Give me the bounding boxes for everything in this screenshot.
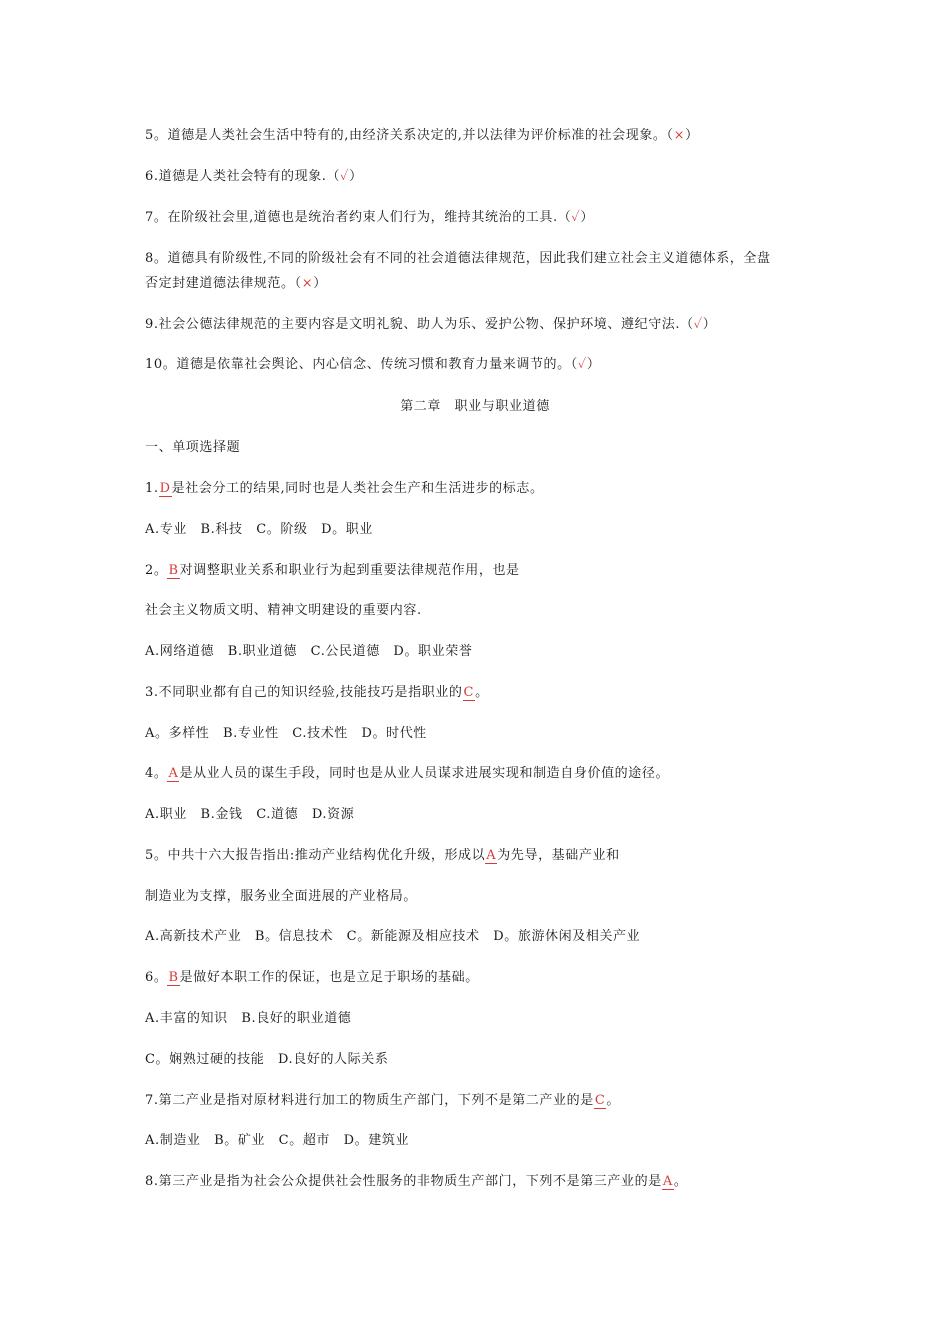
question-prefix: 2。	[145, 563, 168, 578]
answer-blank: A	[486, 848, 497, 863]
answer-blank: D	[159, 481, 171, 496]
mc-question-8	[145, 1174, 687, 1190]
question-text: 。	[673, 1174, 688, 1189]
mc-options-6-row-1: A.丰富的知识 B.良好的职业道德	[145, 1011, 352, 1026]
mc-question-5-line-2: 制造业为支撑，服务业全面进展的产业格局。	[145, 889, 418, 904]
tf-question-6	[145, 169, 363, 185]
mc-question-5	[145, 848, 620, 864]
mc-options-2: A.网络道德 B.职业道德 C.公民道德 D。职业荣誉	[145, 644, 473, 659]
mc-question-7	[145, 1093, 620, 1109]
question-text: 。	[606, 1093, 620, 1108]
question-prefix: 8.第三产业是指为社会公众提供社会性服务的非物质生产部门，下列不是第三产业的是	[145, 1174, 662, 1189]
answer-blank: C	[463, 685, 475, 700]
question-text: 是从业人员的谋生手段，同时也是从业人员谋求进展实现和制造自身价值的途径。	[179, 766, 670, 781]
answer-blank: B	[168, 970, 179, 985]
bracket-close: ）	[685, 128, 699, 143]
answer-blank: B	[168, 563, 179, 578]
tf-question-5	[145, 128, 699, 144]
question-text: 9.社会公德法律规范的主要内容是文明礼貌、助人为乐、爱护公物、保护环境、遵纪守法.（	[145, 317, 694, 332]
answer-blank: C	[594, 1093, 606, 1108]
bracket-close: ）	[586, 357, 601, 372]
bracket-close: ）	[702, 317, 717, 332]
cross-mark: ×	[301, 276, 314, 291]
check-mark: ✓	[577, 357, 587, 372]
mc-question-4	[145, 766, 669, 782]
question-prefix: 3.不同职业都有自己的知识经验,技能技巧是指职业的	[145, 685, 463, 700]
question-text: 是社会分工的结果,同时也是人类社会生产和生活进步的标志。	[171, 481, 544, 496]
question-prefix: 5。中共十六大报告指出:推动产业结构优化升级，形成以	[145, 848, 486, 863]
question-text: 5。道德是人类社会生活中特有的,由经济关系决定的,并以法律为评价标准的社会现象。（	[145, 128, 674, 143]
tf-question-9	[145, 317, 716, 333]
bracket-close: ）	[349, 169, 363, 184]
question-text: 对调整职业关系和职业行为起到重要法律规范作用，也是	[179, 563, 520, 578]
mc-options-3: A。多样性 B.专业性 C.技术性 D。时代性	[145, 726, 427, 741]
tf-question-8-line-1: 8。道德具有阶级性,不同的阶级社会有不同的社会道德法律规范，因此我们建立社会主义道德体系，全盘	[145, 251, 771, 266]
answer-blank: A	[662, 1174, 673, 1189]
mc-question-2-line-2: 社会主义物质文明、精神文明建设的重要内容.	[145, 603, 422, 618]
answer-blank: A	[168, 766, 179, 781]
question-text: 10。道德是依靠社会舆论、内心信念、传统习惯和教育力量来调节的。（	[145, 357, 578, 372]
mc-question-3	[145, 685, 489, 701]
question-text: 否定封建道德法律规范。（	[145, 276, 302, 291]
check-mark: ✓	[693, 317, 703, 332]
question-text: 7。在阶级社会里,道德也是统治者约束人们行为，维持其统治的工具.（	[145, 210, 572, 225]
check-mark: ✓	[571, 210, 581, 225]
mc-question-6	[145, 970, 479, 986]
question-prefix: 6。	[145, 970, 168, 985]
mc-question-2	[145, 563, 520, 579]
mc-options-4: A.职业 B.金钱 C.道德 D.资源	[145, 807, 355, 822]
question-prefix: 4。	[145, 766, 168, 781]
question-text: 。	[475, 685, 489, 700]
tf-question-8-line-2	[145, 276, 327, 292]
question-text: 6.道德是人类社会特有的现象.（	[145, 169, 341, 184]
bracket-close: ）	[313, 276, 327, 291]
mc-options-7: A.制造业 B。矿业 C。超市 D。建筑业	[145, 1133, 410, 1148]
mc-options-1: A.专业 B.科技 C。阶级 D。职业	[145, 522, 373, 537]
check-mark: ✓	[340, 169, 350, 184]
cross-mark: ×	[673, 128, 686, 143]
question-prefix: 1.	[145, 481, 159, 496]
mc-question-1	[145, 481, 544, 497]
question-text: 为先导，基础产业和	[497, 848, 620, 863]
bracket-close: ）	[580, 210, 594, 225]
mc-options-6-row-2: C。娴熟过硬的技能 D.良好的人际关系	[145, 1052, 389, 1067]
mc-options-5: A.高新技术产业 B。信息技术 C。新能源及相应技术 D。旅游休闲及相关产业	[145, 929, 641, 944]
tf-question-7	[145, 210, 594, 226]
question-text: 是做好本职工作的保证，也是立足于职场的基础。	[179, 970, 479, 985]
tf-question-10	[145, 357, 600, 373]
question-prefix: 7.第二产业是指对原材料进行加工的物质生产部门，下列不是第二产业的是	[145, 1093, 594, 1108]
section-title: 一、单项选择题	[145, 440, 241, 455]
chapter-title: 第二章 职业与职业道德	[400, 399, 550, 414]
